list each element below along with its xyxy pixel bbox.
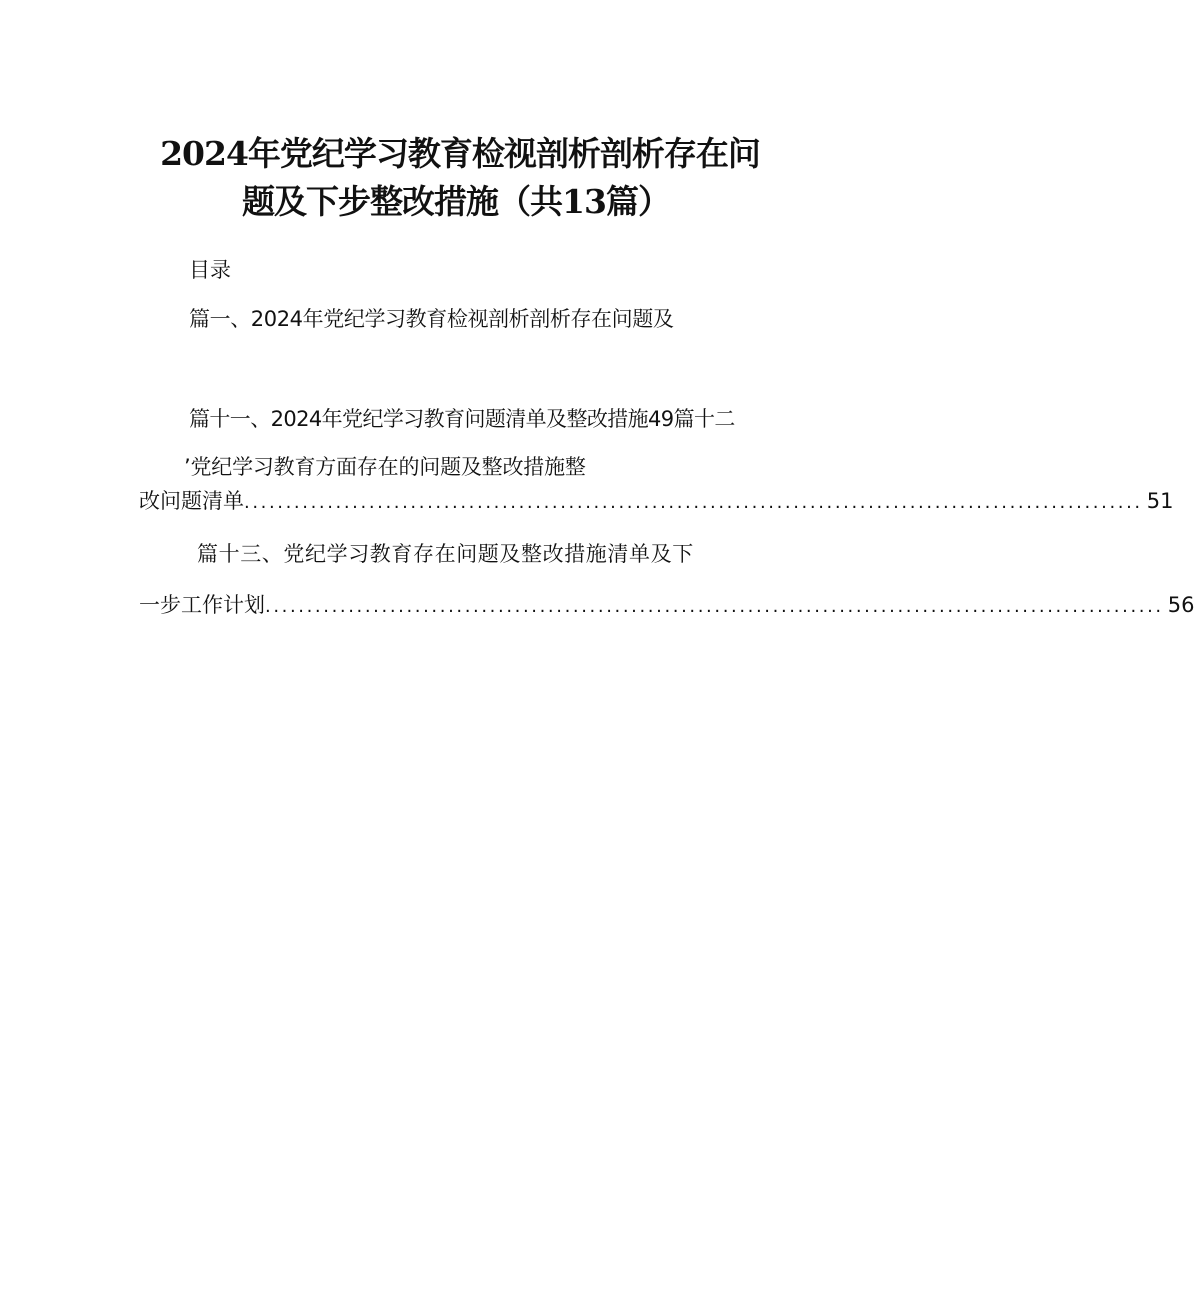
dot-leader: ............................................................................................................ <box>265 596 1164 617</box>
dot-leader: ............................................................................................................ <box>244 492 1143 513</box>
document-title-line-2: 题及下步整改措施（共13篇） <box>242 182 670 221</box>
toc-entry: ’党纪学习教育方面存在的问题及整改措施整 <box>184 455 586 479</box>
document-title-line-1: 2024年党纪学习教育检视剖析剖析存在问 <box>160 134 760 173</box>
toc-page-number: 56 <box>1167 593 1194 617</box>
toc-entry: 篇十一、2024年党纪学习教育问题清单及整改措施49篇十二 <box>189 407 735 431</box>
toc-entry: 篇一、2024年党纪学习教育检视剖析剖析存在问题及 <box>189 307 674 331</box>
toc-entry-with-page <box>139 487 1174 517</box>
toc-entry: 篇十三、党纪学习教育存在问题及整改措施清单及下 <box>197 542 694 566</box>
toc-heading: 目录 <box>189 258 231 282</box>
toc-entry-text: 一步工作计划 <box>139 593 265 617</box>
toc-entry-with-page <box>139 591 1194 621</box>
toc-entry-text: 改问题清单 <box>139 489 244 513</box>
toc-page-number: 51 <box>1146 489 1174 513</box>
